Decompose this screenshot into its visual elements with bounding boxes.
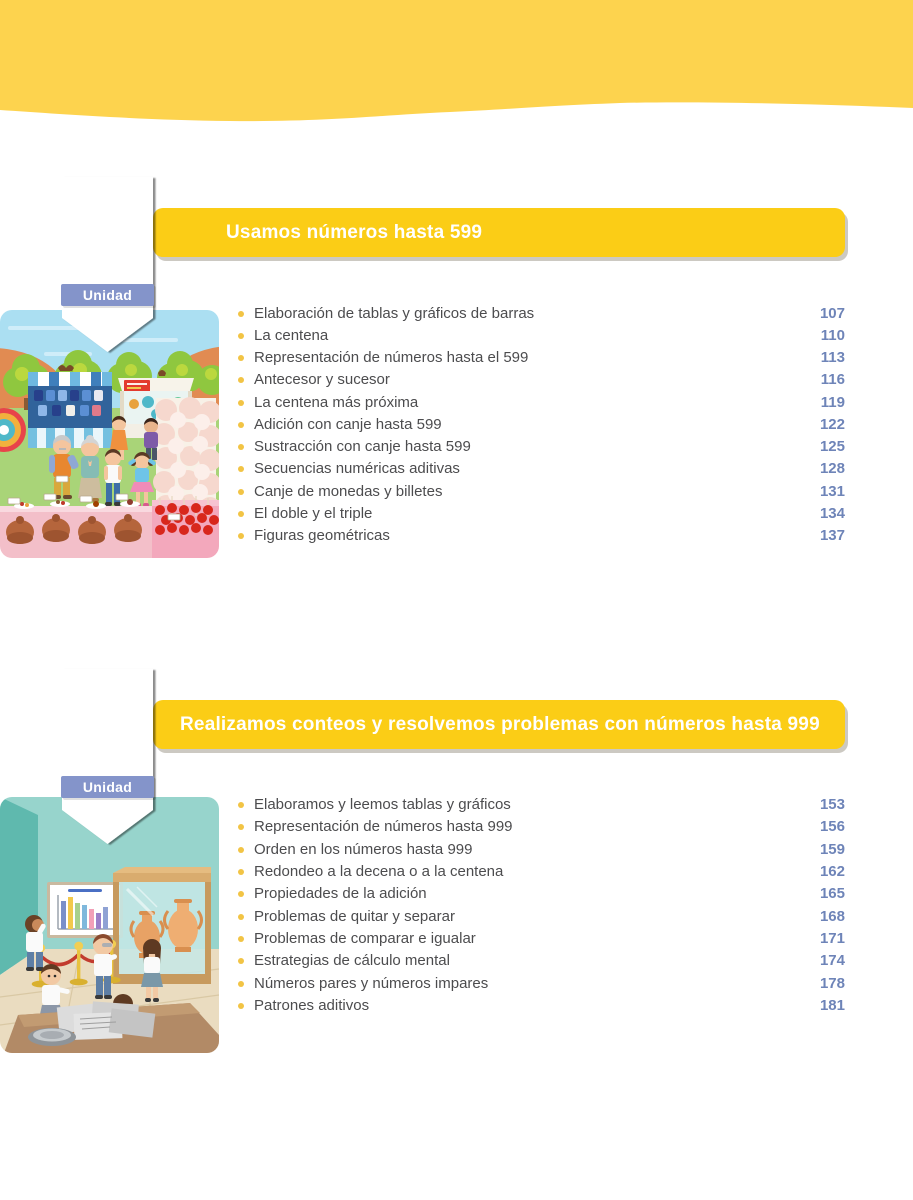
unit-badge: Unidad: [61, 776, 154, 798]
toc-item-label: Sustracción con canje hasta 599: [254, 438, 471, 455]
toc-item-page: 113: [820, 349, 845, 366]
bullet-icon: [238, 511, 244, 517]
bullet-icon: [238, 914, 244, 920]
bullet-icon: [238, 377, 244, 383]
top-wave-decoration: [0, 0, 913, 125]
toc-item-page: 134: [819, 505, 845, 522]
toc-item-label: El doble y el triple: [254, 505, 373, 522]
toc-item-page: 107: [819, 305, 845, 322]
toc-item-label: Problemas de quitar y separar: [254, 908, 455, 925]
toc-row: [238, 905, 845, 928]
toc-item-page: 125: [819, 438, 845, 455]
toc-row: [238, 882, 845, 905]
unit-title: Usamos números hasta 599: [226, 221, 483, 243]
bullet-icon: [238, 891, 244, 897]
toc-item-label: Adición con canje hasta 599: [254, 416, 442, 433]
toc-row: [238, 391, 845, 414]
toc-item-page: 181: [819, 997, 845, 1014]
toc-item-label: Canje de monedas y billetes: [254, 483, 443, 500]
toc-item-label: Representación de números hasta el 599: [254, 349, 529, 366]
toc-item-page: 122: [819, 416, 845, 433]
toc-row: [238, 324, 845, 347]
toc-item-label: Propiedades de la adición: [254, 885, 427, 902]
toc-item-page: 137: [819, 527, 845, 544]
bullet-icon: [238, 958, 244, 964]
toc-item-page: 119: [820, 394, 845, 411]
bullet-icon: [238, 311, 244, 317]
bullet-icon: [238, 444, 244, 450]
toc-item-label: Antecesor y sucesor: [254, 371, 390, 388]
toc-item-label: La centena: [254, 327, 329, 344]
bullet-icon: [238, 802, 244, 808]
toc-item-page: 153: [819, 796, 845, 813]
toc-item-page: 168: [819, 908, 845, 925]
toc-item-label: Secuencias numéricas aditivas: [254, 460, 460, 477]
bullet-icon: [238, 981, 244, 987]
toc-item-label: Elaboración de tablas y gráficos de barras: [254, 305, 535, 322]
toc-row: [238, 994, 845, 1017]
toc-item-label: Problemas de comparar e igualar: [254, 930, 476, 947]
toc-row: [238, 815, 845, 838]
toc-item-page: 131: [819, 483, 845, 500]
bullet-icon: [238, 489, 244, 495]
toc-row: [238, 793, 845, 816]
toc-item-label: Redondeo a la decena o a la centena: [254, 863, 504, 880]
toc-row: [238, 457, 845, 480]
toc-row: [238, 838, 845, 861]
toc-item-page: 116: [820, 371, 845, 388]
unit-badge: Unidad: [61, 284, 154, 306]
toc-item-page: 165: [819, 885, 845, 902]
toc-item-label: Patrones aditivos: [254, 997, 370, 1014]
bullet-icon: [238, 847, 244, 853]
toc-item-page: 178: [819, 975, 845, 992]
toc-item-label: La centena más próxima: [254, 394, 419, 411]
toc-item-page: 171: [819, 930, 845, 947]
toc-row: [238, 302, 845, 325]
toc-row: [238, 435, 845, 458]
toc-row: [238, 524, 845, 547]
bullet-icon: [238, 466, 244, 472]
toc-row: [238, 346, 845, 369]
toc-item-label: Estrategias de cálculo mental: [254, 952, 450, 969]
toc-item-page: 110: [820, 327, 845, 344]
toc-item-label: Elaboramos y leemos tablas y gráficos: [254, 796, 511, 813]
toc-row: [238, 368, 845, 391]
toc-item-label: Orden en los números hasta 999: [254, 841, 473, 858]
toc-row: [238, 860, 845, 883]
bullet-icon: [238, 533, 244, 539]
bullet-icon: [238, 400, 244, 406]
bullet-icon: [238, 869, 244, 875]
toc-item-label: Números pares y números impares: [254, 975, 489, 992]
toc-item-label: Figuras geométricas: [254, 527, 390, 544]
toc-row: [238, 480, 845, 503]
bullet-icon: [238, 333, 244, 339]
unit-title: Realizamos conteos y resolvemos problemas con números hasta 999: [180, 713, 820, 735]
unit-ribbon: [58, 175, 158, 360]
toc-item-page: 128: [819, 460, 845, 477]
toc-item-page: 159: [819, 841, 845, 858]
toc-row: [238, 927, 845, 950]
toc-row: [238, 413, 845, 436]
unit-title-banner: [153, 208, 845, 257]
bullet-icon: [238, 355, 244, 361]
bullet-icon: [238, 824, 244, 830]
unit-title-banner: [153, 700, 845, 749]
unit-ribbon: [58, 667, 158, 852]
toc-row: [238, 972, 845, 995]
bullet-icon: [238, 422, 244, 428]
toc-row: [238, 502, 845, 525]
toc-item-page: 174: [819, 952, 845, 969]
bullet-icon: [238, 1003, 244, 1009]
toc-item-label: Representación de números hasta 999: [254, 818, 513, 835]
toc-item-page: 156: [819, 818, 845, 835]
toc-item-page: 162: [819, 863, 845, 880]
toc-row: [238, 949, 845, 972]
bullet-icon: [238, 936, 244, 942]
